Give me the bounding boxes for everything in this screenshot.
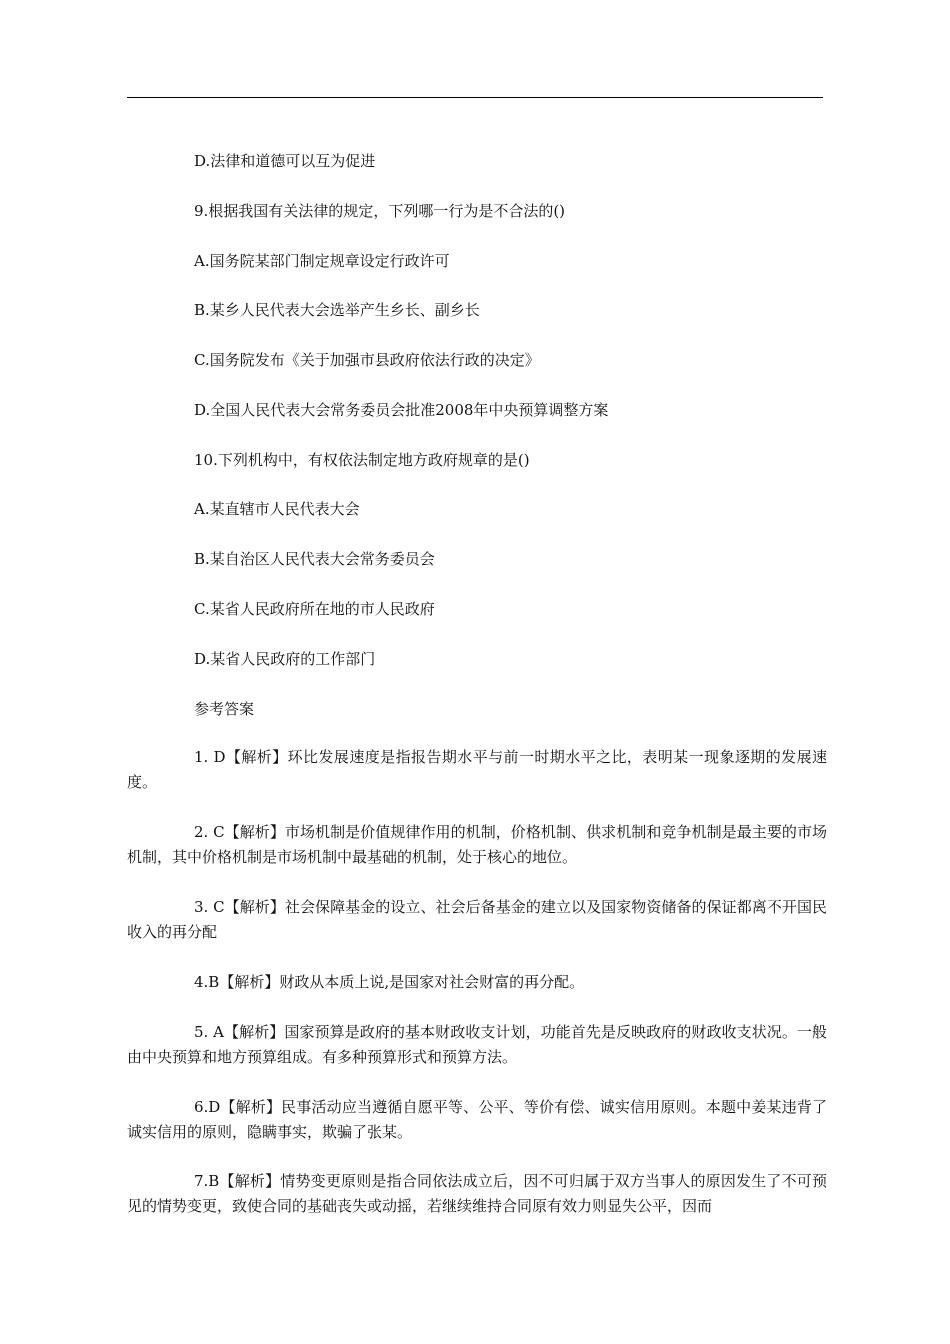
answer-item-2: 2. C【解析】市场机制是价值规律作用的机制，价格机制、供求机制和竞争机制是最主要的市场机制，其中价格机制是市场机制中最基础的机制，处于核心的地位。 (127, 823, 827, 866)
answer-item-6: 6.D【解析】民事活动应当遵循自愿平等、公平、等价有偿、诚实信用原则。本题中姜某违背了诚实信用的原则，隐瞒事实，欺骗了张某。 (127, 1098, 827, 1141)
answer-item-7: 7.B【解析】情势变更原则是指合同依法成立后，因不可归属于双方当事人的原因发生了不可预见的情势变更，致使合同的基础丧失或动摇，若继续维持合同原有效力则显失公平，因而 (127, 1172, 827, 1215)
answer-item-4: 4.B【解析】财政从本质上说,是国家对社会财富的再分配。 (194, 973, 585, 991)
q9-option-d: D.全国人民代表大会常务委员会批准2008年中央预算调整方案 (194, 401, 609, 419)
header-rule (127, 97, 823, 98)
q10-option-b: B.某自治区人民代表大会常务委员会 (194, 550, 435, 568)
answer-item-5: 5. A【解析】国家预算是政府的基本财政收支计划，功能首先是反映政府的财政收支状况。一般由中央预算和地方预算组成。有多种预算形式和预算方法。 (127, 1023, 827, 1066)
q9-stem: 9.根据我国有关法律的规定，下列哪一行为是不合法的() (194, 202, 566, 220)
answers-heading: 参考答案 (194, 700, 255, 718)
q9-option-c: C.国务院发布《关于加强市县政府依法行政的决定》 (194, 351, 540, 369)
q9-option-a: A.国务院某部门制定规章设定行政许可 (194, 252, 450, 270)
q10-option-a: A.某直辖市人民代表大会 (194, 500, 360, 518)
q10-option-c: C.某省人民政府所在地的市人民政府 (194, 600, 435, 618)
q8-option-d: D.法律和道德可以互为促进 (194, 152, 376, 170)
answer-item-1: 1. D【解析】环比发展速度是指报告期水平与前一时期水平之比，表明某一现象逐期的发展速度。 (127, 748, 827, 791)
q10-option-d: D.某省人民政府的工作部门 (194, 650, 376, 668)
q10-stem: 10.下列机构中，有权依法制定地方政府规章的是() (194, 451, 530, 469)
answer-item-3: 3. C【解析】社会保障基金的设立、社会后备基金的建立以及国家物资储备的保证都离不开国民收入的再分配 (127, 898, 827, 941)
q9-option-b: B.某乡人民代表大会选举产生乡长、副乡长 (194, 301, 480, 319)
